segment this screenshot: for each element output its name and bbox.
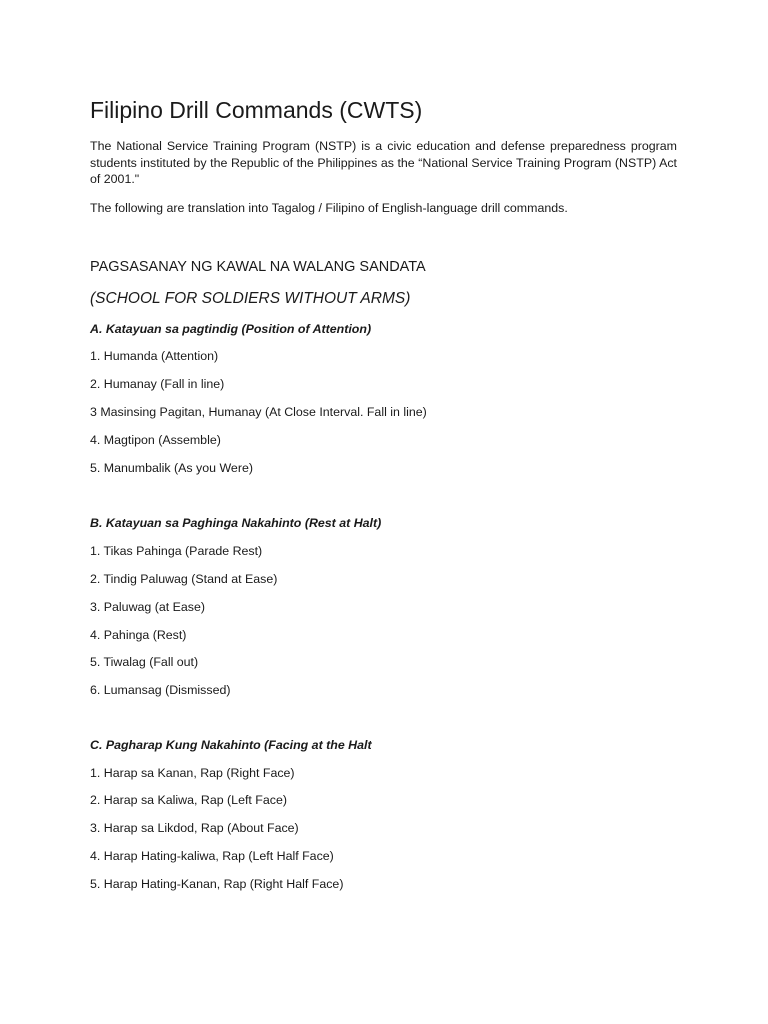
list-item: 4. Magtipon (Assemble) — [90, 433, 221, 447]
intro-paragraph: The National Service Training Program (NSTP) is a civic education and defense preparedness program students instituted by the Republic of the Philippines as the “National Service Training Program (NSTP) Act of 2001." — [90, 139, 677, 187]
list-item: 6. Lumansag (Dismissed) — [90, 683, 231, 697]
list-item: 2. Humanay (Fall in line) — [90, 377, 225, 391]
intro-paragraph-2: The following are translation into Tagalog / Filipino of English-language drill commands. — [90, 201, 568, 215]
list-item: 1. Tikas Pahinga (Parade Rest) — [90, 544, 263, 558]
list-item: 4. Pahinga (Rest) — [90, 628, 187, 642]
section-subheading: (SCHOOL FOR SOLDIERS WITHOUT ARMS) — [90, 290, 411, 307]
list-item: 1. Harap sa Kanan, Rap (Right Face) — [90, 766, 295, 780]
list-item: 2. Tindig Paluwag (Stand at Ease) — [90, 572, 278, 586]
list-item: 3 Masinsing Pagitan, Humanay (At Close Interval. Fall in line) — [90, 405, 427, 419]
list-item: 5. Harap Hating-Kanan, Rap (Right Half Face) — [90, 877, 344, 891]
list-item: 2. Harap sa Kaliwa, Rap (Left Face) — [90, 793, 287, 807]
list-item: 5. Manumbalik (As you Were) — [90, 461, 253, 475]
section-heading: PAGSASANAY NG KAWAL NA WALANG SANDATA — [90, 259, 426, 275]
section-c-title: C. Pagharap Kung Nakahinto (Facing at the Halt — [90, 738, 372, 752]
section-a-title: A. Katayuan sa pagtindig (Position of Attention) — [90, 322, 372, 336]
list-item: 3. Harap sa Likdod, Rap (About Face) — [90, 821, 299, 835]
list-item: 5. Tiwalag (Fall out) — [90, 655, 199, 669]
list-item: 4. Harap Hating-kaliwa, Rap (Left Half Face) — [90, 849, 334, 863]
section-b-title: B. Katayuan sa Paghinga Nakahinto (Rest at Halt) — [90, 516, 382, 530]
list-item: 3. Paluwag (at Ease) — [90, 600, 206, 614]
document-title: Filipino Drill Commands (CWTS) — [90, 97, 423, 123]
list-item: 1. Humanda (Attention) — [90, 349, 219, 363]
